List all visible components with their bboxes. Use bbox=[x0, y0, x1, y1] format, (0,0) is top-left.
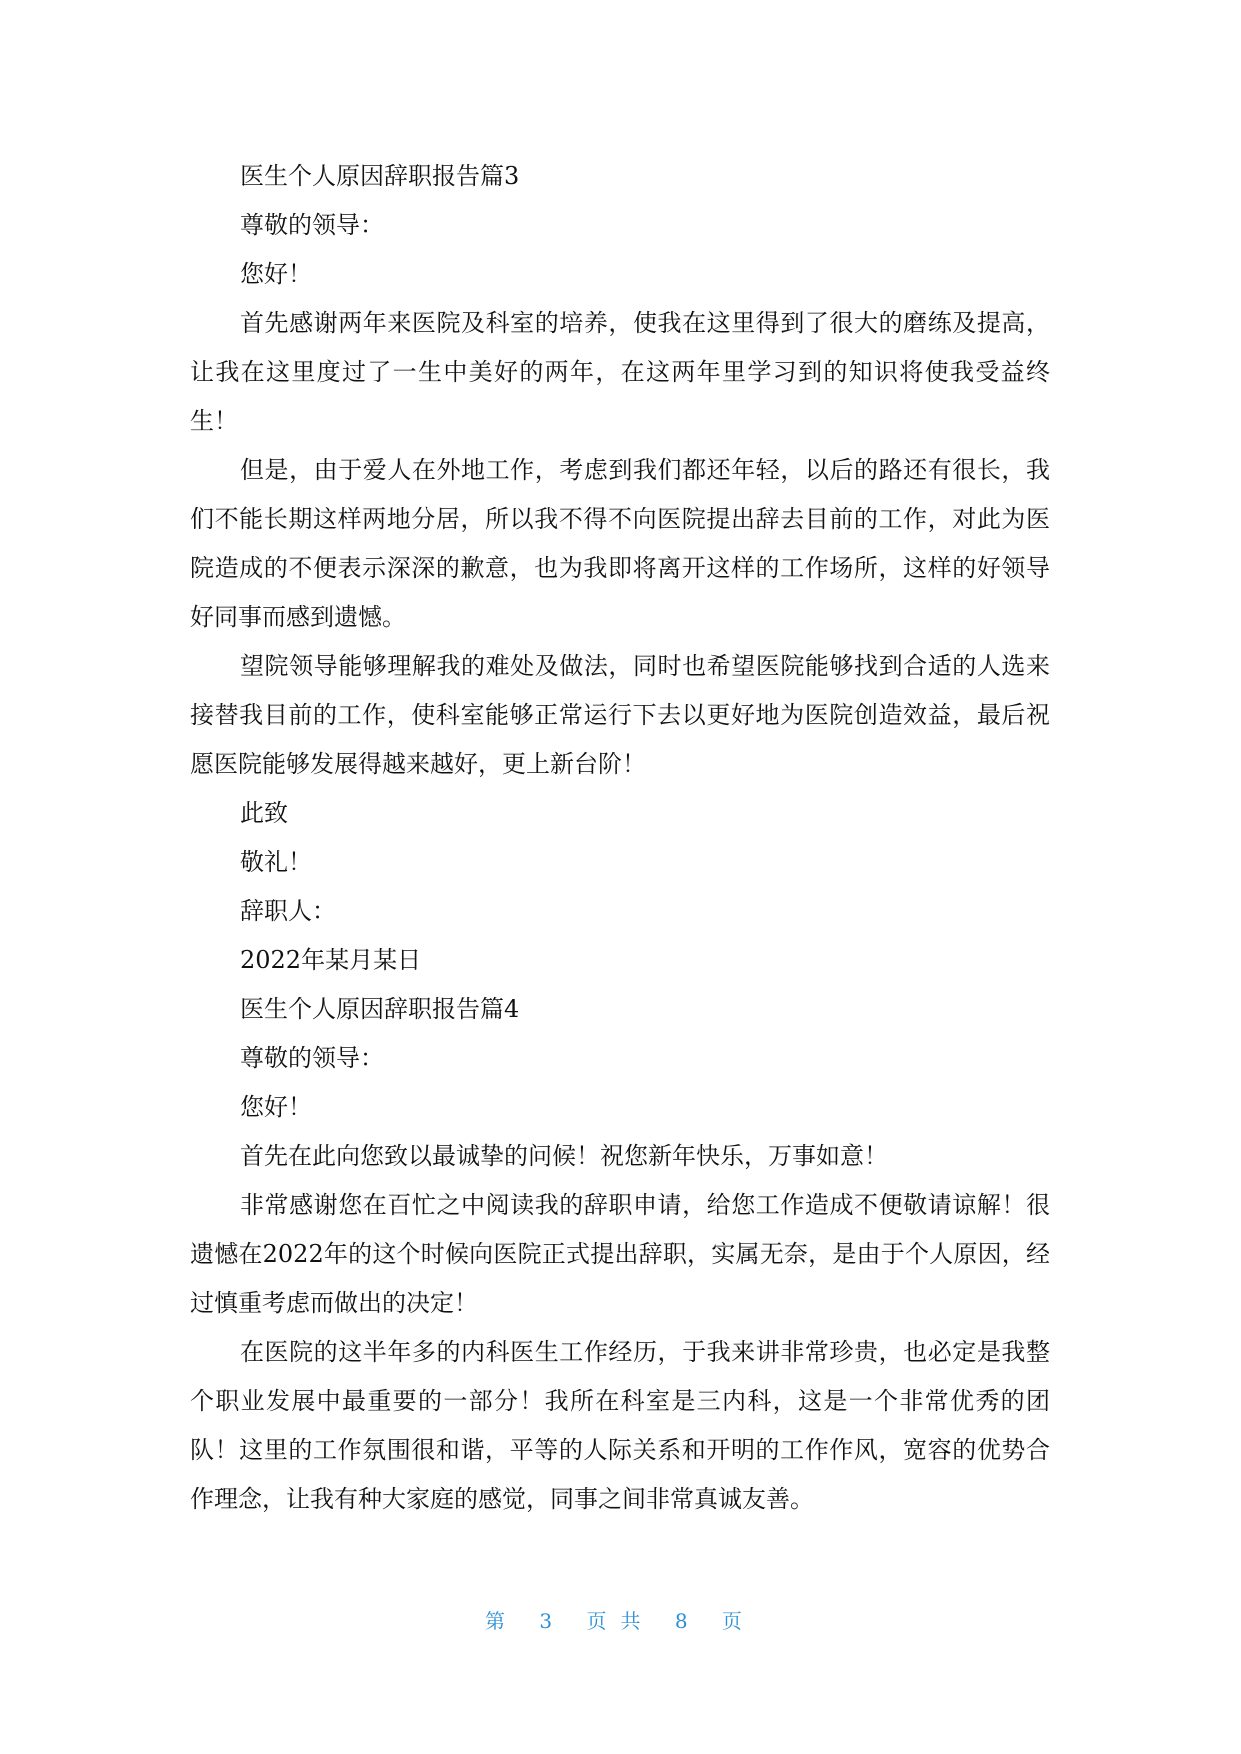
body-paragraph: 首先在此向您致以最诚挚的问候！祝您新年快乐，万事如意！ bbox=[240, 1142, 888, 1170]
greeting: 您好！ bbox=[240, 260, 312, 288]
closing-line: 敬礼！ bbox=[240, 848, 312, 876]
body-paragraph: 但是，由于爱人在外地工作，考虑到我们都还年轻，以后的路还有很长，我们不能长期这样两地分居，所以我不得不向医院提出辞去目前的工作，对此为医院造成的不便表示深深的歉意，也为我即将离开这样的工作场所，这样的好领导好同事而感到遗憾。 bbox=[190, 456, 1050, 631]
signature-line: 辞职人： bbox=[240, 897, 336, 925]
body-paragraph: 望院领导能够理解我的难处及做法，同时也希望医院能够找到合适的人选来接替我目前的工作，使科室能够正常运行下去以更好地为医院创造效益，最后祝愿医院能够发展得越来越好，更上新台阶！ bbox=[190, 652, 1050, 778]
document-body bbox=[190, 152, 1050, 1524]
body-paragraph: 在医院的这半年多的内科医生工作经历，于我来讲非常珍贵，也必定是我整个职业发展中最重要的一部分！我所在科室是三内科，这是一个非常优秀的团队！这里的工作氛围很和谐，平等的人际关系和开明的工作作风，宽容的优势合作理念，让我有种大家庭的感觉，同事之间非常真诚友善。 bbox=[190, 1338, 1050, 1513]
body-paragraph: 非常感谢您在百忙之中阅读我的辞职申请，给您工作造成不便敬请谅解！很遗憾在2022年的这个时候向医院正式提出辞职，实属无奈，是由于个人原因，经过慎重考虑而做出的决定！ bbox=[190, 1191, 1050, 1317]
greeting: 您好！ bbox=[240, 1093, 312, 1121]
salutation: 尊敬的领导： bbox=[240, 211, 384, 239]
date-line: 2022年某月某日 bbox=[240, 946, 422, 974]
page-number-footer: 第 3 页共 8 页 bbox=[485, 1609, 756, 1633]
body-paragraph: 首先感谢两年来医院及科室的培养，使我在这里得到了很大的磨练及提高，让我在这里度过了一生中美好的两年，在这两年里学习到的知识将使我受益终生！ bbox=[190, 309, 1050, 435]
closing-line: 此致 bbox=[240, 799, 288, 827]
section-heading: 医生个人原因辞职报告篇4 bbox=[240, 995, 520, 1023]
salutation: 尊敬的领导： bbox=[240, 1044, 384, 1072]
section-heading: 医生个人原因辞职报告篇3 bbox=[240, 162, 520, 190]
